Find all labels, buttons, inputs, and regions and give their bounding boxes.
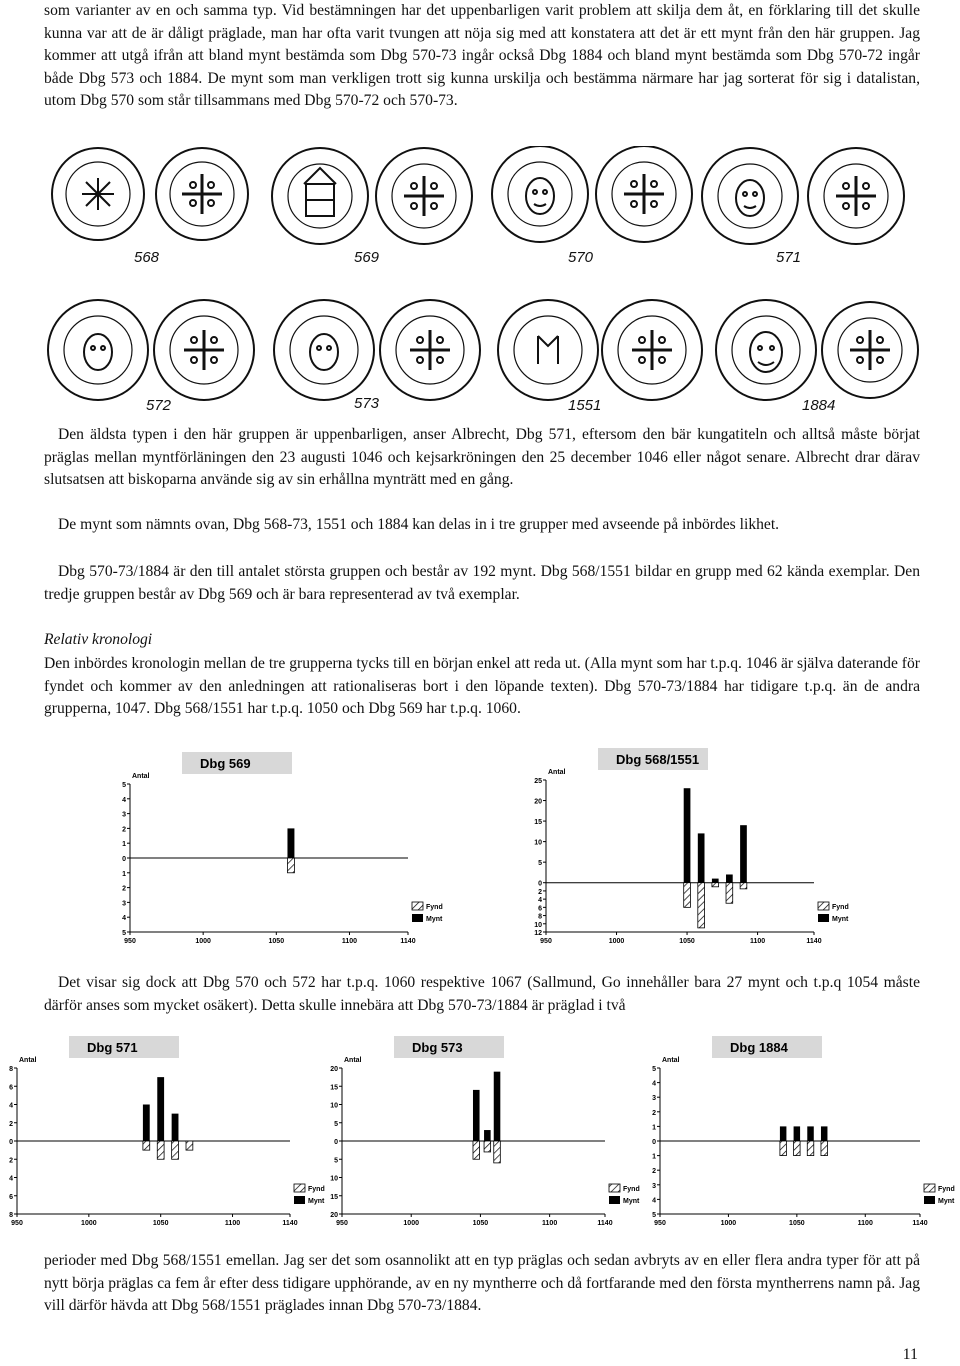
x-tick-label: 1140 [597, 1220, 613, 1227]
y-axis-label: Antal [19, 1057, 37, 1064]
chart-title: Dbg 569 [200, 756, 251, 771]
legend-swatch-mynt [924, 1196, 935, 1204]
y-tick-label: 10 [330, 1102, 338, 1110]
y-tick-label: 0 [334, 1139, 338, 1146]
y-tick-label: 5 [122, 930, 126, 937]
paragraph-chronology: Den inbördes kronologin mellan de tre grupperna tycks till en början enkel att reda ut. (Alla mynt som har t.p.q. 1046 är själva daterande för fyndet och kommer av den anledningen att rationaliseras bort i den löpande texten). Dbg 570-73/1884 har tidigare t.p.q. än de andra grupperna, 1047. Dbg 568/1551 har t.p.q. 1050 och Dbg 569 har t.p.q. 1060. [44, 655, 920, 717]
y-tick-label: 15 [330, 1193, 338, 1201]
x-tick-label: 950 [336, 1220, 348, 1227]
y-tick-label: 4 [652, 1080, 656, 1088]
coin-572-obverse [48, 300, 148, 400]
chart-title: Dbg 571 [87, 1040, 138, 1055]
legend-label: Mynt [623, 1198, 640, 1205]
coin-571-reverse [808, 148, 904, 244]
y-tick-label: 6 [9, 1193, 13, 1201]
legend-swatch-mynt [818, 914, 829, 922]
coin-1884-reverse [822, 302, 918, 398]
x-tick-label: 1140 [282, 1220, 298, 1227]
x-tick-label: 1100 [542, 1220, 558, 1227]
bar-mynt [473, 1090, 480, 1141]
y-tick-label: 3 [122, 900, 126, 908]
y-tick-label: 5 [652, 1066, 656, 1073]
x-tick-label: 1050 [268, 938, 285, 945]
y-tick-label: 3 [652, 1095, 656, 1103]
coin-568-obverse [52, 148, 144, 240]
chart-svg [648, 1034, 960, 1232]
legend-label: Mynt [938, 1198, 955, 1205]
bar-fynd [684, 883, 691, 908]
bar-mynt [494, 1072, 501, 1141]
y-tick-label: 5 [334, 1120, 338, 1128]
y-tick-label: 10 [330, 1175, 338, 1183]
legend-swatch-fynd [294, 1184, 305, 1192]
x-tick-label: 950 [654, 1220, 666, 1227]
y-tick-label: 6 [538, 905, 542, 913]
x-tick-label: 1050 [679, 938, 695, 945]
legend-label: Mynt [832, 916, 849, 923]
chart-dbg-568-1551 [534, 746, 854, 950]
x-tick-label: 950 [540, 938, 552, 945]
y-tick-label: 3 [652, 1182, 656, 1190]
y-tick-label: 2 [122, 826, 126, 834]
coin-illustrations-row1 [40, 146, 920, 270]
x-tick-label: 1050 [472, 1220, 489, 1227]
x-tick-label: 1000 [195, 938, 211, 945]
y-tick-label: 4 [122, 796, 126, 804]
coin-label: 572 [146, 397, 172, 414]
legend-swatch-mynt [412, 914, 423, 922]
x-tick-label: 1050 [789, 1220, 805, 1227]
y-tick-label: 25 [534, 778, 542, 785]
coin-568-reverse [156, 148, 248, 240]
legend-label: Mynt [308, 1198, 325, 1205]
y-tick-label: 2 [538, 888, 542, 896]
x-tick-label: 1000 [608, 938, 625, 945]
legend-swatch-mynt [294, 1196, 305, 1204]
chart-title: Dbg 573 [412, 1040, 463, 1055]
y-tick-label: 2 [122, 885, 126, 893]
legend-label: Fynd [308, 1186, 325, 1193]
legend-swatch-fynd [818, 902, 829, 910]
bar-fynd [172, 1141, 179, 1159]
y-tick-label: 5 [652, 1212, 656, 1219]
chart-dbg-571 [5, 1034, 330, 1232]
bar-mynt [287, 828, 294, 858]
legend-label: Fynd [832, 904, 849, 911]
y-tick-label: 5 [538, 860, 542, 868]
y-tick-label: 2 [652, 1109, 656, 1117]
chart-svg [5, 1034, 330, 1232]
coin-label: 569 [354, 249, 380, 266]
chart-svg [330, 1034, 645, 1232]
y-tick-label: 0 [9, 1139, 13, 1146]
legend-label: Fynd [623, 1186, 640, 1193]
y-tick-label: 10 [534, 839, 542, 847]
y-tick-label: 15 [330, 1084, 338, 1092]
bar-fynd [287, 858, 294, 873]
coin-illustrations-row2 [40, 296, 920, 418]
bar-mynt [821, 1126, 828, 1141]
y-tick-label: 0 [538, 880, 542, 888]
chart-dbg-1884 [648, 1034, 960, 1232]
coin-label: 570 [568, 249, 594, 266]
coin-572-reverse [154, 300, 254, 400]
y-tick-label: 8 [538, 913, 542, 921]
chart-dbg-573 [330, 1034, 645, 1232]
chart-svg [118, 750, 448, 950]
legend-swatch-mynt [609, 1196, 620, 1204]
bar-fynd [712, 883, 719, 887]
paragraph-albrecht: Den äldsta typen i den här gruppen är uppenbarligen, anser Albrecht, Dbg 571, eftersom den bär kungatiteln och alltså måste börjat präglas mellan myntförläningen den 23 augusti 1046 och kejsarkröningen den 25 december 1046 eller något senare. Albrecht drar därav slutsatsen att biskoparna använde sig av sin erhållna mynträtt med en gång. [44, 426, 920, 488]
coin-570-reverse [596, 146, 692, 242]
x-tick-label: 1100 [749, 938, 766, 945]
bar-mynt [726, 874, 733, 882]
legend-swatch-fynd [609, 1184, 620, 1192]
y-tick-label: 4 [122, 915, 126, 923]
bar-fynd [794, 1141, 801, 1156]
y-tick-label: 2 [9, 1120, 13, 1128]
x-tick-label: 950 [11, 1220, 23, 1227]
y-axis-label: Antal [132, 773, 150, 780]
bar-fynd [157, 1141, 164, 1159]
coin-label: 1884 [802, 397, 836, 414]
y-tick-label: 8 [9, 1066, 13, 1073]
coin-573-obverse [274, 300, 374, 400]
paragraph-group-sizes: Dbg 570-73/1884 är den till antalet största gruppen och består av 192 mynt. Dbg 568/1551 bildar en grupp med 62 kända exemplar. Den tredje gruppen består av Dbg 569 och är bara representerad av två exemplar. [44, 563, 920, 603]
y-tick-label: 0 [122, 856, 126, 863]
y-tick-label: 4 [652, 1197, 656, 1205]
legend-swatch-fynd [412, 902, 423, 910]
coin-570-obverse [492, 146, 588, 242]
bar-fynd [807, 1141, 814, 1156]
x-tick-label: 1100 [857, 1220, 873, 1227]
y-tick-label: 1 [652, 1124, 656, 1132]
paragraph-conclusion: perioder med Dbg 568/1551 emellan. Jag ser det som osannolikt att en typ präglas och sedan avbryts av en eller flera andra typer för att på nytt börja präglas ca fem år efter dess tidigare upphörande, av en ny myntherre och då fortfarande med den första myntherrens namn på. Jag vill därför hävda att Dbg 568/1551 präglades innan Dbg 570-73/1884. [44, 1252, 920, 1314]
y-axis-label: Antal [344, 1057, 362, 1064]
bar-mynt [794, 1126, 801, 1141]
coin-573-reverse [380, 300, 480, 400]
bar-fynd [780, 1141, 787, 1156]
y-tick-label: 5 [122, 782, 126, 789]
coin-label: 1551 [568, 397, 602, 414]
y-tick-label: 20 [330, 1212, 338, 1219]
page-number: 11 [902, 1346, 918, 1363]
x-tick-label: 1140 [912, 1220, 928, 1227]
y-tick-label: 2 [652, 1168, 656, 1176]
bar-fynd [740, 883, 747, 889]
chart-dbg-569 [118, 750, 448, 950]
y-tick-label: 10 [534, 921, 542, 929]
bar-fynd [473, 1141, 480, 1159]
coin-571-obverse [702, 148, 798, 244]
coin-1551-obverse [498, 300, 598, 400]
chart-svg [534, 746, 854, 950]
y-tick-label: 2 [9, 1157, 13, 1165]
coin-569-obverse [272, 148, 368, 244]
y-axis-label: Antal [662, 1057, 680, 1064]
legend-swatch-fynd [924, 1184, 935, 1192]
bar-mynt [143, 1105, 150, 1142]
x-tick-label: 950 [124, 938, 136, 945]
bar-mynt [484, 1130, 491, 1141]
y-tick-label: 4 [538, 897, 542, 905]
x-tick-label: 1140 [400, 938, 416, 945]
y-tick-label: 12 [534, 930, 542, 937]
coin-label: 573 [354, 395, 380, 412]
x-tick-label: 1100 [224, 1220, 241, 1227]
y-tick-label: 20 [330, 1066, 338, 1073]
legend-label: Fynd [938, 1186, 955, 1193]
x-tick-label: 1140 [806, 938, 822, 945]
legend-label: Fynd [426, 904, 443, 911]
chart-title: Dbg 1884 [730, 1040, 788, 1055]
x-tick-label: 1050 [152, 1220, 169, 1227]
y-tick-label: 1 [122, 841, 126, 849]
x-tick-label: 1100 [341, 938, 358, 945]
bar-mynt [698, 833, 705, 882]
coin-1551-reverse [602, 300, 702, 400]
y-tick-label: 1 [652, 1153, 656, 1161]
y-tick-label: 4 [9, 1175, 13, 1183]
y-tick-label: 3 [122, 811, 126, 819]
x-tick-label: 1000 [81, 1220, 97, 1227]
y-tick-label: 15 [534, 819, 542, 827]
coin-label: 571 [776, 249, 802, 266]
paragraph-intro: som varianter av en och samma typ. Vid bestämningen har det uppenbarligen varit problem att skilja dem åt, en förklaring till det skulle kunna var att de är dåligt präglade, man har ofta varit tvungen att nöja sig med att konstatera att det är ett mynt från den här gruppen. Jag kommer att utgå ifrån att bland mynt bestämda som Dbg 570-73 ingår också Dbg 1884 och bland mynt bestämda som Dbg 570-72 ingår både Dbg 573 och 1884. De mynt som man verkligen trott sig kunna urskilja och bestämma närmare har jag sorterat för sig i datalistan, utom Dbg 570 som står tillsammans med Dbg 570-72 och 570-73. [44, 2, 920, 109]
y-tick-label: 5 [334, 1157, 338, 1165]
y-axis-label: Antal [548, 769, 566, 776]
y-tick-label: 1 [122, 870, 126, 878]
y-tick-label: 6 [9, 1084, 13, 1092]
bar-fynd [821, 1141, 828, 1156]
chart-title: Dbg 568/1551 [616, 752, 700, 767]
paragraph-tpq: Det visar sig dock att Dbg 570 och 572 har t.p.q. 1060 respektive 1067 (Sallmund, Go innehåller bara 27 mynt och t.p.q 1054 måste därför anses som mycket osäkert). Detta skulle innebära att Dbg 570-73/1884 är präglad i två [44, 974, 920, 1014]
y-tick-label: 0 [652, 1139, 656, 1146]
bar-mynt [684, 788, 691, 882]
bar-mynt [157, 1077, 164, 1141]
coin-569-reverse [376, 148, 472, 244]
bar-mynt [740, 825, 747, 883]
y-tick-label: 8 [9, 1212, 13, 1219]
y-tick-label: 4 [9, 1102, 13, 1110]
bar-mynt [807, 1126, 814, 1141]
bar-fynd [186, 1141, 193, 1150]
bar-fynd [494, 1141, 501, 1163]
paragraph-groups: De mynt som nämnts ovan, Dbg 568-73, 1551 och 1884 kan delas in i tre grupper med avseende på inbördes likhet. [58, 516, 780, 533]
x-tick-label: 1000 [403, 1220, 419, 1227]
bar-mynt [172, 1114, 179, 1141]
bar-mynt [780, 1126, 787, 1141]
legend-label: Mynt [426, 916, 443, 923]
bar-fynd [726, 883, 733, 904]
bar-fynd [484, 1141, 491, 1152]
coin-1884-obverse [716, 300, 816, 400]
x-tick-label: 1000 [720, 1220, 737, 1227]
y-tick-label: 20 [534, 798, 542, 806]
bar-fynd [143, 1141, 150, 1150]
coin-label: 568 [134, 249, 160, 266]
section-heading: Relativ kronologi [44, 631, 153, 648]
bar-fynd [698, 883, 705, 928]
bar-mynt [712, 879, 719, 883]
